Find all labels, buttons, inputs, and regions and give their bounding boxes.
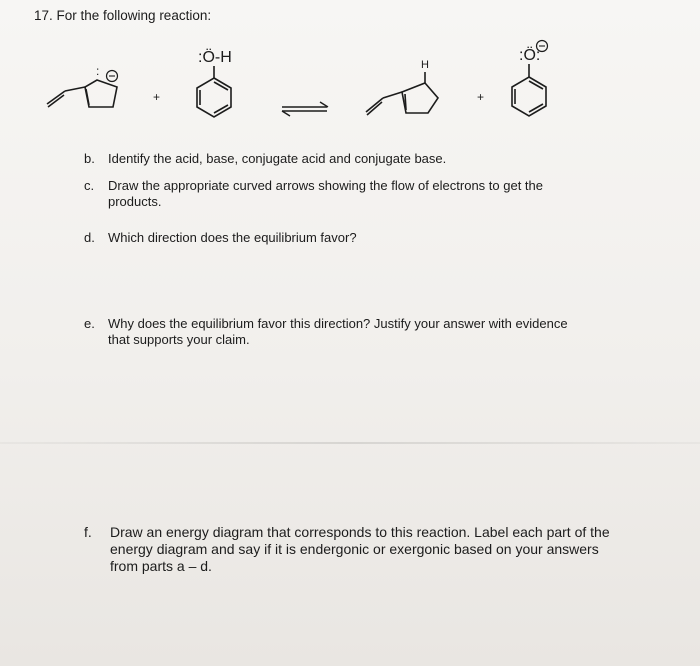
part-text-line: energy diagram and say if it is endergonic or exergonic based on your answers	[110, 541, 599, 557]
reactant-phenol-ring	[197, 66, 231, 117]
part-text	[110, 524, 610, 575]
part-label: f.	[84, 524, 92, 540]
part-text-line: Draw the appropriate curved arrows showing the flow of electrons to get the	[108, 178, 544, 193]
part-text-line: that supports your claim.	[108, 332, 250, 347]
part-text	[108, 316, 568, 348]
question-title: 17. For the following reaction:	[34, 8, 212, 23]
part-text: Which direction does the equilibrium favor?	[108, 230, 357, 245]
part-label: d.	[84, 230, 95, 245]
equilibrium-arrows	[282, 102, 328, 116]
carbanion-lone-pair: :	[96, 64, 100, 78]
product-hydrogen-label: H	[421, 59, 429, 71]
plus-sign-products: +	[477, 90, 485, 104]
plus-sign: +	[153, 90, 161, 104]
part-label: b.	[84, 151, 95, 166]
part-label: c.	[84, 178, 95, 193]
reactant-cyclopentenyl-anion	[47, 71, 118, 108]
part-label: e.	[84, 316, 95, 331]
part-text: Identify the acid, base, conjugate acid and conjugate base.	[108, 151, 447, 166]
product-cyclopentene	[366, 72, 438, 115]
part-text	[108, 178, 543, 210]
phenoxide-oxygen-label: :Ö:	[519, 47, 541, 64]
part-text-line: Draw an energy diagram that corresponds to this reaction. Label each part of the	[110, 524, 610, 540]
reaction-scheme	[0, 0, 700, 140]
hydroxyl-label: :Ö-H	[198, 49, 232, 66]
part-text-line: from parts a – d.	[110, 558, 212, 574]
part-text-line: Why does the equilibrium favor this direction? Justify your answer with evidence	[108, 316, 568, 331]
paper-fold	[0, 442, 700, 444]
part-text-line: products.	[108, 194, 162, 209]
